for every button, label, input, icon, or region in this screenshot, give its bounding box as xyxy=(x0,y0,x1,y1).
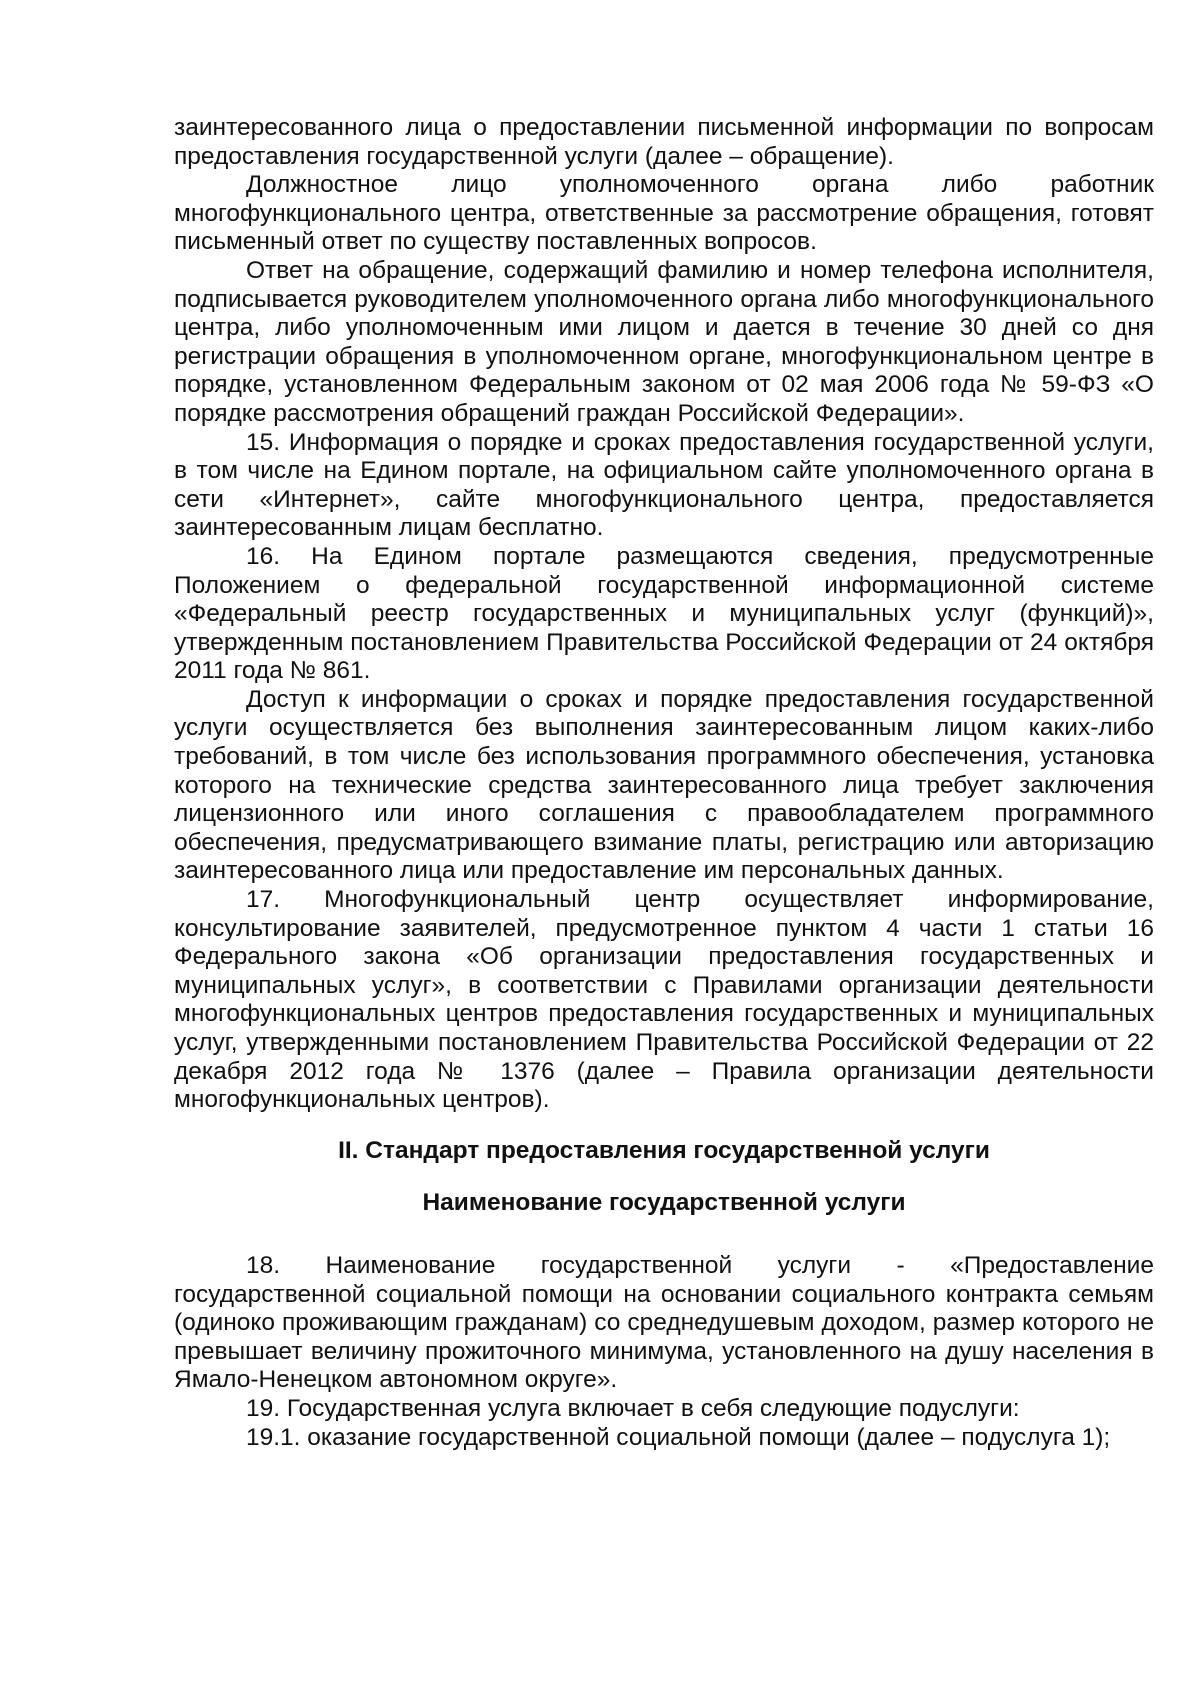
paragraph-item-17: 17. Многофункциональный центр осуществляет информирование, консультирование заявителей, предусмотренное пунктом 4 части 1 статьи 16 Федерального закона «Об организации предоставления государственных и муниципальных услуг», в соответствии с Правилами организации деятельности многофункциональных центров предоставления государственных и муниципальных услуг, утвержденными постановлением Правительства Российской Федерации от 22 декабря 2012 года № 1376 (далее – Правила организации деятельности многофункциональных центров). xyxy=(174,886,1154,1114)
paragraph-continuation: заинтересованного лица о предоставлении письменной информации по вопросам предоставления государственной услуги (далее – обращение). xyxy=(174,114,1154,170)
paragraph-item-15: 15. Информация о порядке и сроках предоставления государственной услуги, в том числе на Едином портале, на официальном сайте уполномоченного органа в сети «Интернет», сайте многофункционального центра, предоставляется заинтересованным лицам бесплатно. xyxy=(174,428,1154,542)
paragraph-access-info: Доступ к информации о сроках и порядке предоставления государственной услуги осуществляется без выполнения заинтересованным лицом каких-либо требований, в том числе без использования программного обеспечения, установка которого на технические средства заинтересованного лица требует заключения лицензионного или иного соглашения с правообладателем программного обеспечения, предусматривающего взимание платы, регистрацию или авторизацию заинтересованного лица или предоставление им персональных данных. xyxy=(174,685,1154,885)
paragraph-answer-terms: Ответ на обращение, содержащий фамилию и номер телефона исполнителя, подписывается руководителем уполномоченного органа либо многофункционального центра, либо уполномоченным ими лицом и дается в течение 30 дней со дня регистрации обращения в уполномоченном органе, многофункциональном центре в порядке, установленном Федеральным законом от 02 мая 2006 года № 59-ФЗ «О порядке рассмотрения обращений граждан Российской Федерации». xyxy=(174,256,1154,427)
paragraph-item-16: 16. На Едином портале размещаются сведения, предусмотренные Положением о федеральной государственной информационной системе «Федеральный реестр государственных и муниципальных услуг (функций)», утвержденным постановлением Правительства Российской Федерации от 24 октября 2011 года № 861. xyxy=(174,542,1154,685)
paragraph-item-18: 18. Наименование государственной услуги - «Предоставление государственной социальной помощи на основании социального контракта семьям (одиноко проживающим гражданам) со среднедушевым доходом, размер которого не превышает величину прожиточного минимума, установленного на душу населения в Ямало-Ненецком автономном округе». xyxy=(174,1251,1154,1394)
paragraph-item-19: 19. Государственная услуга включает в себя следующие подуслуги: xyxy=(246,1394,1020,1422)
section-heading: II. Стандарт предоставления государственной услуги xyxy=(338,1136,990,1164)
paragraph-item-19-1: 19.1. оказание государственной социальной помощи (далее – подуслуга 1); xyxy=(246,1423,1111,1451)
paragraph-official-response: Должностное лицо уполномоченного органа либо работник многофункционального центра, ответственные за рассмотрение обращения, готовят письменный ответ по существу поставленных вопросов. xyxy=(174,171,1154,256)
document-body xyxy=(174,114,1154,1452)
subsection-heading: Наименование государственной услуги xyxy=(422,1189,906,1217)
